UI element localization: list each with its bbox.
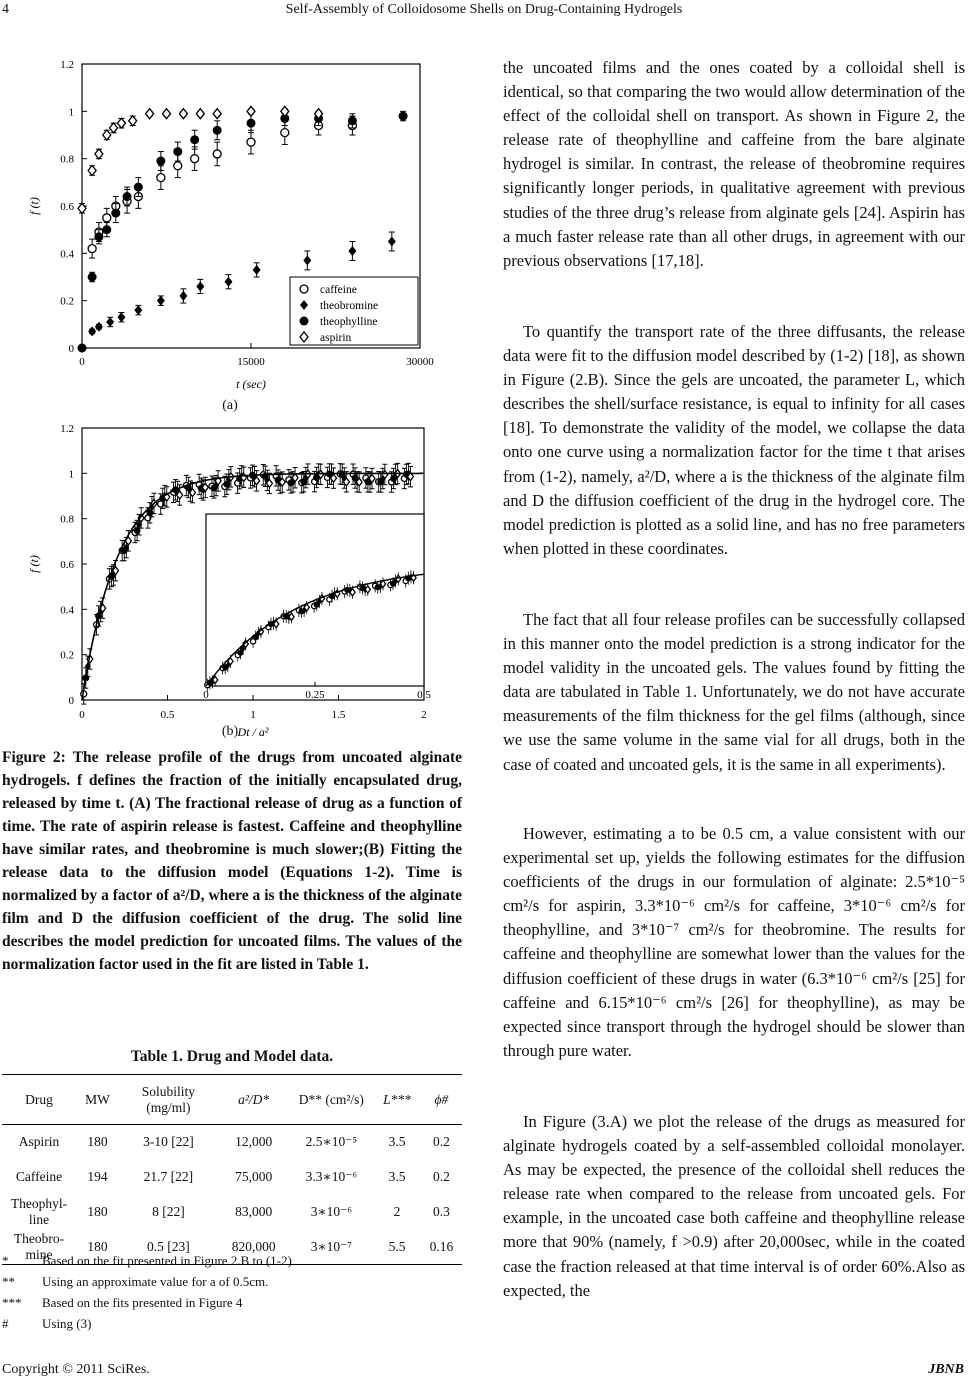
table-header-row [2, 1075, 462, 1125]
paragraph-5: In Figure (3.A) we plot the release of the drugs as measured for alginate hydrogels coated by a self-assembled colloidal monolayer. As may be expected, the presence of the colloidal shell reduces the release rate when compared to the release from uncoated gels. For example, in the uncoated case both caffeine and theophylline release more that 90% (namely, f >0.9) after 20,000sec, while in the coated case the fraction released at that time interval is of order 60%.Also as expected, the [503, 1112, 965, 1300]
footnote-mark: *** [2, 1295, 22, 1310]
y-tick-label: 1.2 [60, 59, 74, 71]
table-cell: 820,000 [231, 1238, 276, 1254]
data-point [111, 209, 120, 218]
data-point [399, 112, 408, 121]
body-paragraph [503, 822, 965, 1063]
table-cell: 2 [393, 1204, 401, 1219]
footnote-mark: # [2, 1316, 9, 1331]
data-point [224, 277, 232, 287]
table-cell: 3.5 [388, 1169, 406, 1184]
table-cell: 83,000 [235, 1204, 273, 1219]
data-point [110, 123, 118, 133]
table-cell: 12,000 [235, 1134, 273, 1150]
figure-2b-label: (b) [221, 724, 239, 739]
data-point [129, 116, 137, 126]
footnote-text: Using (3) [42, 1316, 92, 1331]
data-point [156, 157, 165, 166]
y-tick-label: 0.8 [60, 513, 74, 526]
data-point [157, 296, 165, 306]
x-tick-label: 0 [79, 709, 85, 721]
drug-model-table [2, 1074, 462, 1265]
running-title: Self-Assembly of Colloidosome Shells on Drug-Containing Hydrogels [285, 2, 683, 17]
data-point [300, 317, 309, 326]
data-point [174, 162, 182, 170]
x-tick-label: 1.5 [331, 709, 346, 721]
data-point [103, 214, 111, 222]
y-tick-label: 0.2 [60, 649, 74, 662]
table-cell: 3.3∗10⁻⁶ [305, 1169, 358, 1184]
data-point [179, 109, 187, 119]
data-point [179, 291, 187, 301]
legend-label: theophylline [320, 316, 378, 328]
footnote-text: Based on the fits presented in Figure 4 [42, 1295, 243, 1310]
data-point [88, 273, 97, 282]
table-cell: Theobro-mine [13, 1230, 65, 1262]
data-point [88, 245, 96, 253]
table-cell: Caffeine [15, 1169, 63, 1184]
data-point [247, 119, 256, 128]
data-point [103, 130, 111, 140]
table-title: Table 1. Drug and Model data. [130, 1048, 334, 1065]
data-point [163, 109, 171, 119]
table-cell: 75,000 [235, 1169, 273, 1184]
body-paragraph [503, 56, 965, 273]
data-point [213, 126, 222, 135]
body-paragraph [503, 1110, 965, 1303]
col-header: MW [85, 1091, 110, 1107]
x-tick-label: 2 [421, 709, 427, 721]
table-cell: 194 [87, 1169, 108, 1184]
legend-label: theobromine [320, 300, 379, 312]
data-point [134, 183, 143, 192]
table-cell: 0.3 [432, 1204, 450, 1219]
inset-x-tick-label: 0.25 [305, 689, 325, 701]
table-row [2, 1160, 462, 1195]
table-cell: 180 [87, 1204, 108, 1219]
data-point [213, 109, 221, 119]
figure-2a-label: (a) [222, 398, 238, 413]
table-cell: 0.5 [23] [147, 1238, 190, 1254]
legend-label: caffeine [320, 284, 357, 296]
x-axis-label: Dt / a² [237, 725, 269, 739]
y-tick-label: 0 [68, 695, 74, 707]
data-point [247, 106, 255, 116]
table-cell: 3-10 [22] [143, 1134, 194, 1150]
y-axis-label: f (t) [27, 197, 41, 215]
table-cell: 2.5∗10⁻⁵ [305, 1134, 358, 1150]
y-tick-label: 0.4 [60, 248, 74, 261]
y-tick-label: 0.8 [60, 153, 74, 166]
figure-2b-chart [20, 414, 460, 744]
data-point [173, 147, 182, 156]
legend-label: aspirin [320, 332, 352, 344]
footnote-mark: * [2, 1253, 9, 1268]
data-point [123, 192, 132, 201]
body-paragraph [503, 320, 965, 561]
caption-body: f defines the fraction of the initially encapsulated drug, released by time t. (A) The fractional release of drug as a function of time. The rate of aspirin release is fastest. Caffeine and theophylline have similar rates, and theobromine is much slower;(B) Fitting the release data to the diffusion model (Equations 1-2). Time is normalized by a factor of a²/D, where a is the thickness of the alginate film and D the diffusion coefficient of the drug. The solid line describes the model prediction for uncoated films. The values of the normalization factor used in the fit are listed in Table 1. [2, 772, 462, 973]
y-tick-label: 1.2 [60, 423, 74, 435]
table-cell: 180 [87, 1134, 108, 1150]
table-cell: 0.2 [432, 1134, 450, 1150]
table-cell: 180 [87, 1238, 108, 1254]
data-point [190, 135, 199, 144]
y-tick-label: 0 [68, 343, 74, 355]
body-paragraph [503, 608, 965, 777]
journal-name: JBNB [928, 1362, 964, 1377]
footnote-text: Based on the fit presented in Figure 2.B to (1-2) [42, 1253, 292, 1268]
data-point [134, 305, 142, 315]
inset-x-tick-label: 0 [203, 689, 209, 701]
data-point [213, 150, 221, 158]
col-header: ϕ# [434, 1091, 449, 1107]
x-axis-label: t (sec) [236, 377, 266, 391]
data-point [95, 322, 103, 332]
data-point [388, 237, 396, 247]
data-point [300, 285, 308, 293]
data-point [117, 312, 125, 322]
data-point [94, 232, 103, 241]
copyright: Copyright © 2011 SciRes. [2, 1362, 150, 1377]
data-point [303, 255, 311, 265]
data-point [102, 225, 111, 234]
y-tick-label: 1 [68, 468, 74, 481]
col-header: Solubility (mg/ml) [141, 1083, 196, 1115]
data-point [78, 203, 86, 213]
data-point [95, 149, 103, 159]
table-row [2, 1195, 462, 1230]
figure-2a-chart [20, 50, 460, 410]
running-header [0, 2, 968, 24]
table-cell: Aspirin [18, 1134, 60, 1150]
x-tick-label: 30000 [406, 356, 434, 368]
data-point [281, 106, 289, 116]
x-tick-label: 0.5 [160, 709, 175, 721]
data-point [253, 265, 261, 275]
data-point [146, 109, 154, 119]
footnote-text: Using an approximate value for a of 0.5cm. [42, 1274, 269, 1289]
data-point [88, 166, 96, 176]
table-cell: 3∗10⁻⁷ [310, 1238, 352, 1254]
col-header: a²/D* [238, 1091, 270, 1107]
y-tick-label: 0.6 [60, 559, 74, 571]
y-tick-label: 0.4 [60, 604, 74, 617]
table-cell: Theophyl-line [10, 1196, 68, 1227]
data-point [88, 326, 96, 336]
table-cell: 21.7 [22] [143, 1169, 194, 1184]
paragraph-4: However, estimating a to be 0.5 cm, a value consistent with our experimental set up, yields the following estimates for the diffusion coefficients of the drugs in our formulation of alginate: 2.5*10⁻⁵ cm²/s for aspirin, 3.3*10⁻⁶ cm²/s for caffeine, 3*10⁻⁶ cm²/s for theophylline, and 3*10⁻⁷ cm²/s for theobromine. The results for caffeine and theophylline are somewhat lower than the values for the diffusion coefficient of these drugs in water (6.3*10⁻⁶ cm²/s [25] for caffeine and 6.15*10⁻⁶ cm²/s [26] for theophylline), as may be expected since transport through the hydrogel should be slower than through pure water. [503, 824, 965, 1060]
col-header: L*** [383, 1091, 411, 1107]
data-point [348, 116, 357, 125]
y-tick-label: 0.6 [60, 201, 74, 213]
table-cell: 8 [22] [152, 1204, 185, 1219]
inset-x-tick-label: 0.5 [417, 689, 431, 701]
data-point [247, 138, 255, 146]
table-cell: 3.5 [388, 1134, 406, 1150]
col-header: Drug [25, 1091, 53, 1107]
paragraph-1: the uncoated films and the ones coated by a colloidal shell is identical, so that comparing the two would allow determination of the effect of the colloidal shell on transport. As shown in Figure 2, the release rate of theophylline and caffeine from the bare alginate hydrogel is similar. In contrast, the release of theobromine requires significantly longer periods, in qualitative agreement with previous studies of the three drug’s release from alginate gels [24]. Aspirin has a much faster release rate than all other drugs, in agreement with our previous observations [17,18]. [503, 58, 965, 270]
page-number: 4 [2, 2, 9, 17]
data-point [78, 344, 87, 353]
y-tick-label: 0.2 [60, 295, 74, 308]
paragraph-2: To quantify the transport rate of the three diffusants, the release data were fit to the diffusion model described by (1-2) [18], as shown in Figure (2.B). Since the gels are uncoated, the parameter L, which describes the shell/surface resistance, is equal to infinity for all cases [18]. To demonstrate the validity of the model, we collapse the data onto one curve using a normalization factor for the time t that arises from (1-2), namely, a²/D, where a is the thickness of the alginate film and D the diffusion coefficient of the drug in the hydrogel core. The model prediction is plotted as a solid line, and has no free parameters when plotted in these coordinates. [503, 322, 965, 558]
data-point [157, 174, 165, 182]
table-cell: 3∗10⁻⁶ [310, 1204, 352, 1219]
data-point [117, 118, 125, 128]
data-point [196, 109, 204, 119]
table-cell: 0.16 [429, 1238, 454, 1254]
y-axis-label: f (t) [27, 555, 41, 573]
col-header: D** (cm²/s) [298, 1091, 364, 1107]
table-row [2, 1125, 462, 1160]
data-point [106, 317, 114, 327]
data-point [196, 281, 204, 291]
x-tick-label: 1 [250, 709, 256, 721]
data-point [191, 155, 199, 163]
caption-lead: Figure 2: The release profile of the drugs from uncoated alginate hydrogels. [2, 749, 462, 789]
data-point [348, 246, 356, 256]
table-cell: 0.2 [432, 1169, 450, 1184]
data-point [281, 129, 289, 137]
paragraph-3: The fact that all four release profiles can be successfully collapsed in this manner onto the model prediction is a strong indicator for the model validity in the uncoated gels. The values found by fitting the data are tabulated in Table 1. Unfortunately, we do not have accurate measurements of the film thickness for the gel films (although, since we use the same volume in the same vial for all drugs, both in the case of coated and uncoated gels, it is the same in all experiments). [503, 610, 965, 774]
x-tick-label: 15000 [237, 356, 265, 368]
y-tick-label: 1 [68, 106, 74, 119]
table-cell: 5.5 [388, 1238, 406, 1254]
footnote-mark: ** [2, 1274, 15, 1289]
x-tick-label: 0 [79, 356, 85, 368]
figure-caption [2, 746, 462, 976]
